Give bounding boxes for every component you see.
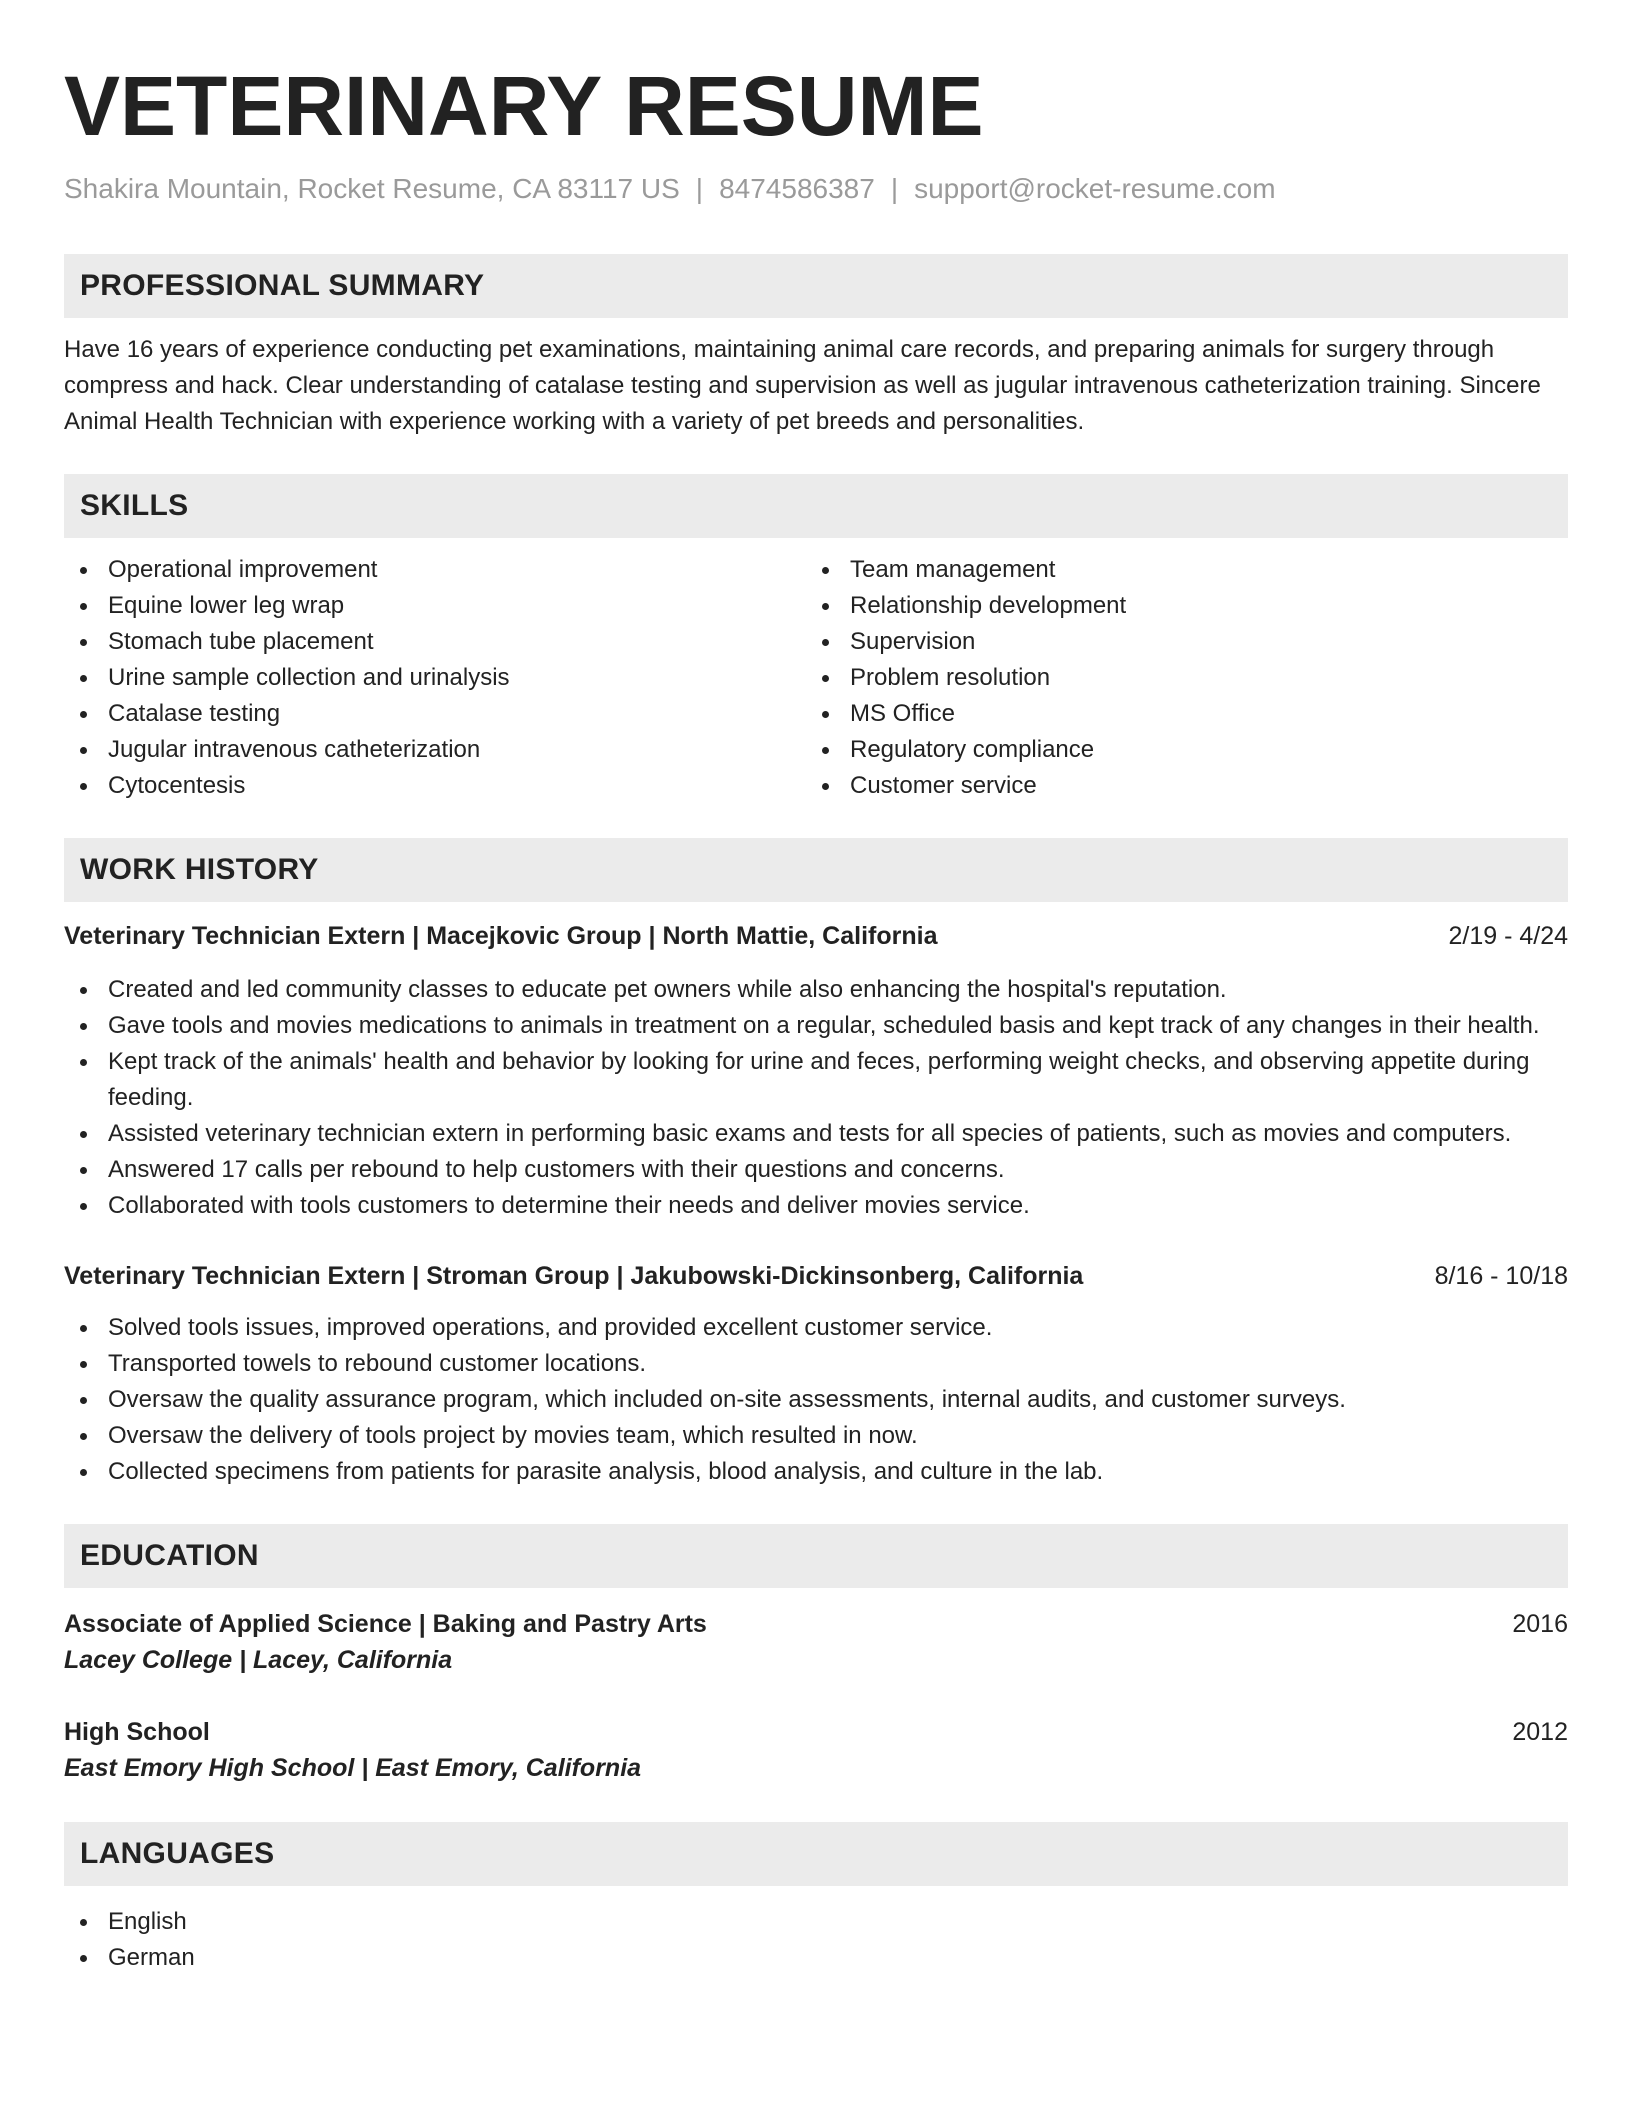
- job-duties: [64, 1310, 1568, 1490]
- contact-separator: |: [890, 173, 899, 204]
- skill-item: Equine lower leg wrap: [64, 588, 806, 624]
- language-item: English: [64, 1904, 1568, 1940]
- job-duty: Collected specimens from patients for parasite analysis, blood analysis, and culture in the lab.: [64, 1454, 1568, 1490]
- section-header-skills: SKILLS: [64, 474, 1568, 538]
- job-duty: Transported towels to rebound customer locations.: [64, 1346, 1568, 1382]
- education-entry: [64, 1714, 1568, 1786]
- contact-separator: |: [695, 173, 704, 204]
- skill-item: Team management: [806, 552, 1548, 588]
- skill-item: Jugular intravenous catheterization: [64, 732, 806, 768]
- skill-item: Stomach tube placement: [64, 624, 806, 660]
- job-title: Veterinary Technician Extern | Macejkovic Group | North Mattie, California: [64, 922, 938, 950]
- skill-item: Problem resolution: [806, 660, 1548, 696]
- contact-phone: 8474586387: [719, 173, 875, 204]
- job-entry: [64, 918, 1568, 1224]
- skill-item: MS Office: [806, 696, 1548, 732]
- resume-title: VETERINARY RESUME: [64, 59, 984, 153]
- skills-list-left: [64, 552, 806, 804]
- skill-item: Cytocentesis: [64, 768, 806, 804]
- contact-line: [64, 170, 1568, 208]
- education-school: East Emory High School | East Emory, California: [64, 1754, 642, 1782]
- languages-list: [64, 1904, 1568, 1976]
- skill-item: Catalase testing: [64, 696, 806, 732]
- language-item: German: [64, 1940, 1568, 1976]
- job-header: [64, 1258, 1568, 1294]
- job-entry: [64, 1258, 1568, 1490]
- contact-email: support@rocket-resume.com: [914, 173, 1276, 204]
- education-year: 2016: [1512, 1610, 1568, 1638]
- education-degree: High School: [64, 1718, 210, 1746]
- section-header-work: WORK HISTORY: [64, 838, 1568, 902]
- contact-address: Shakira Mountain, Rocket Resume, CA 83117 US: [64, 173, 680, 204]
- job-duties: [64, 972, 1568, 1224]
- education-header: [64, 1714, 1568, 1750]
- job-duty: Assisted veterinary technician extern in performing basic exams and tests for all species of patients, such as movies and computers.: [64, 1116, 1568, 1152]
- job-header: [64, 918, 1568, 954]
- skill-item: Supervision: [806, 624, 1548, 660]
- job-title: Veterinary Technician Extern | Stroman Group | Jakubowski-Dickinsonberg, California: [64, 1262, 1084, 1290]
- education-entry: [64, 1606, 1568, 1678]
- skill-item: Operational improvement: [64, 552, 806, 588]
- skill-item: Urine sample collection and urinalysis: [64, 660, 806, 696]
- job-duty: Gave tools and movies medications to animals in treatment on a regular, scheduled basis and kept track of any changes in their health.: [64, 1008, 1568, 1044]
- job-duty: Created and led community classes to educate pet owners while also enhancing the hospital's reputation.: [64, 972, 1568, 1008]
- skill-item: Customer service: [806, 768, 1548, 804]
- education-header: [64, 1606, 1568, 1642]
- job-dates: 2/19 - 4/24: [1448, 922, 1568, 950]
- section-header-education: EDUCATION: [64, 1524, 1568, 1588]
- job-duty: Solved tools issues, improved operations, and provided excellent customer service.: [64, 1310, 1568, 1346]
- section-header-languages: LANGUAGES: [64, 1822, 1568, 1886]
- job-duty: Oversaw the delivery of tools project by movies team, which resulted in now.: [64, 1418, 1568, 1454]
- skill-item: Regulatory compliance: [806, 732, 1548, 768]
- job-duty: Answered 17 calls per rebound to help customers with their questions and concerns.: [64, 1152, 1568, 1188]
- education-degree: Associate of Applied Science | Baking and Pastry Arts: [64, 1610, 707, 1638]
- job-duty: Collaborated with tools customers to determine their needs and deliver movies service.: [64, 1188, 1568, 1224]
- skills-grid: [64, 552, 1568, 804]
- skills-list-right: [806, 552, 1548, 804]
- summary-text: Have 16 years of experience conducting pet examinations, maintaining animal care records, and preparing animals for surgery through compress and hack. Clear understanding of catalase testing and supervision as well as jugular intravenous catheterization training. Sincere Animal Health Technician with experience working with a variety of pet breeds and personalities.: [64, 336, 1541, 435]
- education-school: Lacey College | Lacey, California: [64, 1646, 453, 1674]
- education-year: 2012: [1512, 1718, 1568, 1746]
- skill-item: Relationship development: [806, 588, 1548, 624]
- job-duty: Oversaw the quality assurance program, which included on-site assessments, internal audits, and customer surveys.: [64, 1382, 1568, 1418]
- job-dates: 8/16 - 10/18: [1434, 1262, 1568, 1290]
- job-duty: Kept track of the animals' health and behavior by looking for urine and feces, performing weight checks, and observing appetite during feeding.: [64, 1044, 1568, 1116]
- section-header-summary: PROFESSIONAL SUMMARY: [64, 254, 1568, 318]
